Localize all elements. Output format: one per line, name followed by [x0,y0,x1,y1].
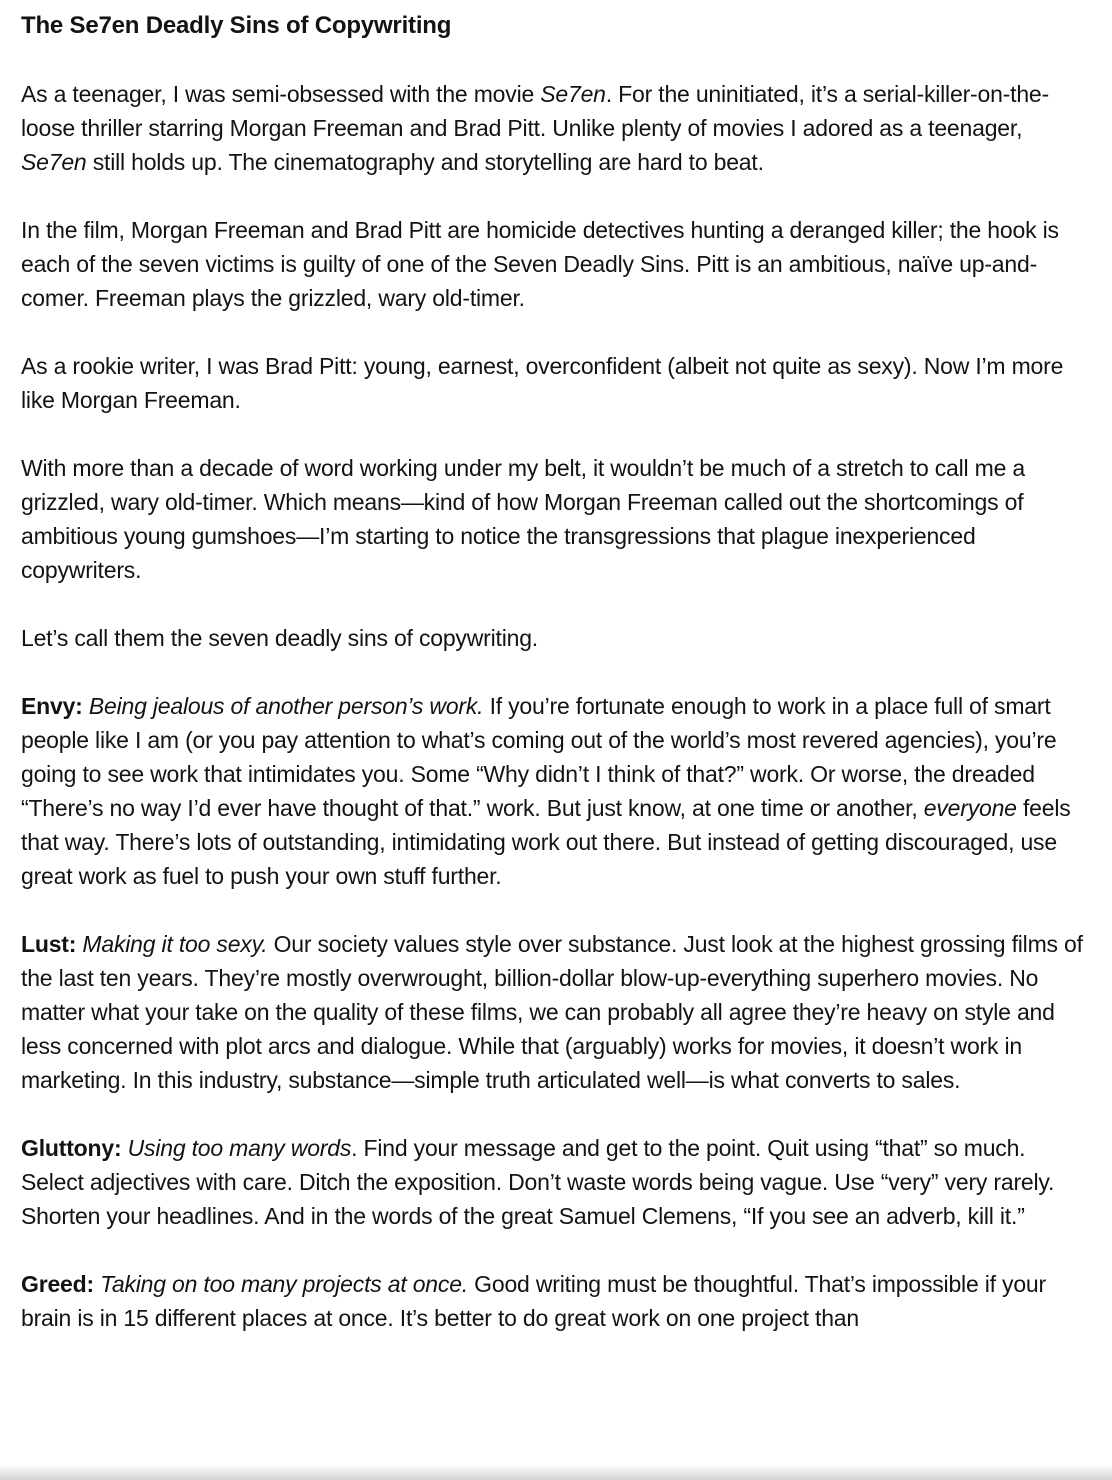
paragraph-sin-greed: Greed: Taking on too many projects at once. Good writing must be thoughtful. That’s impossible if your brain is in 15 different places at once. It’s better to do great work on one project than [21,1271,1046,1331]
paragraph-rookie-writer: As a rookie writer, I was Brad Pitt: young, earnest, overconfident (albeit not quite as sexy). Now I’m more like Morgan Freeman. [21,353,1064,413]
paragraph-sin-gluttony: Gluttony: Using too many words. Find your message and get to the point. Quit using “that” so much. Select adjectives with care. Ditch the exposition. Don’t waste words being vague. Use “very” very rarely. Shorten your headlines. And in the words of the great Samuel Clemens, “If you see an adverb, kill it.” [21,1135,1055,1229]
paragraph-intro-se7en: As a teenager, I was semi-obsessed with the movie Se7en. For the uninitiated, it’s a serial-killer-on-the-loose thriller starring Morgan Freeman and Brad Pitt. Unlike plenty of movies I adored as a teenager, Se7en still holds up. The cinematography and storytelling are hard to beat. [21,81,1049,175]
paragraph-decade-of-word-working: With more than a decade of word working under my belt, it wouldn’t be much of a stretch to call me a grizzled, wary old-timer. Which means—kind of how Morgan Freeman called out the shortcomings of ambitious young gumshoes—I’m starting to notice the transgressions that plague inexperienced copywriters. [21,455,1025,583]
paragraph-lets-call-them: Let’s call them the seven deadly sins of copywriting. [21,625,538,651]
document-title: The Se7en Deadly Sins of Copywriting [21,12,452,39]
paragraph-sin-envy: Envy: Being jealous of another person’s work. If you’re fortunate enough to work in a place full of smart people like I am (or you pay attention to what’s coming out of the world’s most revered agencies), you’re going to see work that intimidates you. Some “Why didn’t I think of that?” work. Or worse, the dreaded “There’s no way I’d ever have thought of that.” work. But just know, at one time or another, everyone feels that way. There’s lots of outstanding, intimidating work out there. But instead of getting discouraged, use great work as fuel to push your own stuff further. [21,693,1071,889]
paragraph-film-plot: In the film, Morgan Freeman and Brad Pitt are homicide detectives hunting a deranged killer; the hook is each of the seven victims is guilty of one of the Seven Deadly Sins. Pitt is an ambitious, naïve up-and-comer. Freeman plays the grizzled, wary old-timer. [21,217,1059,311]
paragraph-sin-lust: Lust: Making it too sexy. Our society values style over substance. Just look at the highest grossing films of the last ten years. They’re mostly overwrought, billion-dollar blow-up-everything superhero movies. No matter what your take on the quality of these films, we can probably all agree they’re heavy on style and less concerned with plot arcs and dialogue. While that (arguably) works for movies, it doesn’t work in marketing. In this industry, substance—simple truth articulated well—is what converts to sales. [21,931,1083,1093]
